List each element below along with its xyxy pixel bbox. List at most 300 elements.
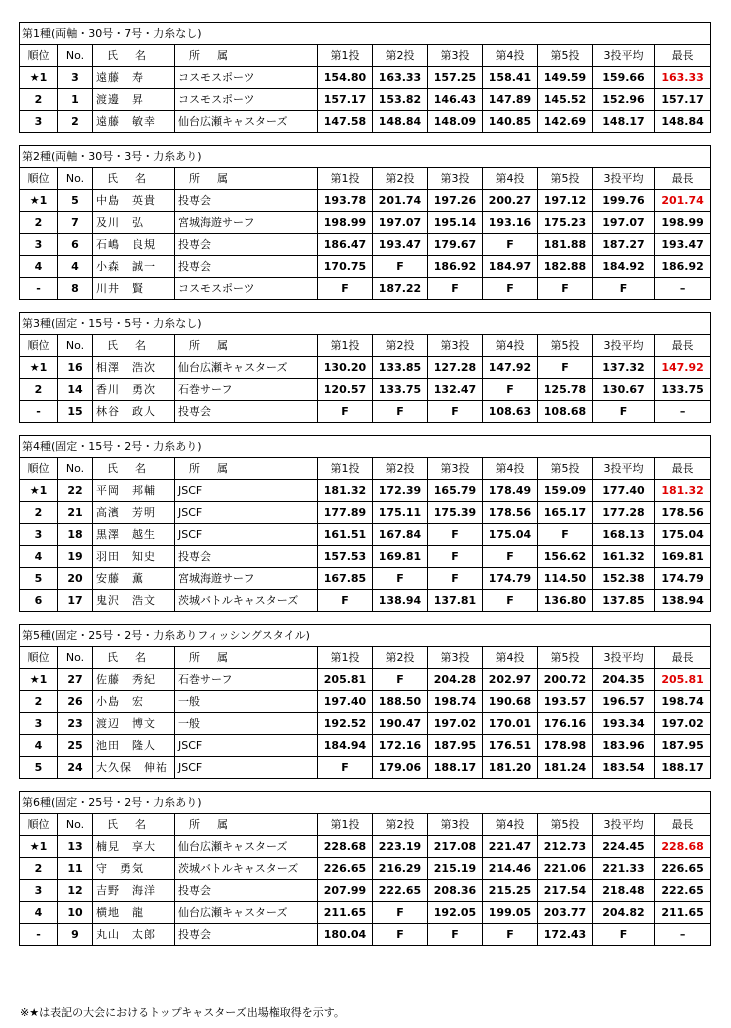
cell-club: 投専会 (175, 880, 318, 902)
cell-name: 丸山 太郎 (93, 924, 175, 946)
cell-no: 1 (58, 89, 93, 111)
cell-throw-2: F (373, 669, 428, 691)
header-club: 所 属 (175, 168, 318, 190)
table-row (20, 89, 711, 111)
cell-three-throw-average: 193.34 (593, 713, 655, 735)
cell-throw-2: 175.11 (373, 502, 428, 524)
cell-name: 小森 誠一 (93, 256, 175, 278)
header-throw-4: 第4投 (483, 647, 538, 669)
cell-throw-2: 163.33 (373, 67, 428, 89)
cell-throw-2: 179.06 (373, 757, 428, 779)
cell-three-throw-average: 177.40 (593, 480, 655, 502)
header-row (20, 814, 711, 836)
cell-no: 10 (58, 902, 93, 924)
cell-rank: 6 (20, 590, 58, 612)
header-rank: 順位 (20, 647, 58, 669)
cell-throw-5: 142.69 (538, 111, 593, 133)
cell-throw-3: 187.95 (428, 735, 483, 757)
cell-name: 楠見 享大 (93, 836, 175, 858)
header-club: 所 属 (175, 45, 318, 67)
cell-throw-3: 208.36 (428, 880, 483, 902)
cell-throw-5: 114.50 (538, 568, 593, 590)
cell-throw-5: 221.06 (538, 858, 593, 880)
cell-throw-5: 181.24 (538, 757, 593, 779)
cell-rank: 4 (20, 902, 58, 924)
cell-throw-5: 200.72 (538, 669, 593, 691)
results-table (19, 22, 711, 133)
cell-rank: ★1 (20, 669, 58, 691)
cell-name: 羽田 知史 (93, 546, 175, 568)
cell-rank: 2 (20, 502, 58, 524)
header-throw-5: 第5投 (538, 335, 593, 357)
cell-throw-3: 197.26 (428, 190, 483, 212)
cell-throw-1: 154.80 (318, 67, 373, 89)
cell-best: 138.94 (655, 590, 711, 612)
header-rank: 順位 (20, 335, 58, 357)
cell-rank: ★1 (20, 190, 58, 212)
cell-throw-3: 215.19 (428, 858, 483, 880)
cell-club: 投専会 (175, 234, 318, 256)
cell-throw-4: F (483, 379, 538, 401)
cell-club: 投専会 (175, 401, 318, 423)
cell-best: 181.32 (655, 480, 711, 502)
cell-name: 石嶋 良規 (93, 234, 175, 256)
event-title-row (20, 792, 711, 814)
header-rank: 順位 (20, 814, 58, 836)
cell-three-throw-average: 218.48 (593, 880, 655, 902)
cell-throw-4: 199.05 (483, 902, 538, 924)
cell-best: – (655, 401, 711, 423)
cell-three-throw-average: 152.96 (593, 89, 655, 111)
cell-throw-3: 132.47 (428, 379, 483, 401)
table-row (20, 902, 711, 924)
cell-best: 169.81 (655, 546, 711, 568)
table-row (20, 502, 711, 524)
cell-three-throw-average: 221.33 (593, 858, 655, 880)
table-row (20, 590, 711, 612)
cell-throw-1: 180.04 (318, 924, 373, 946)
cell-best: 178.56 (655, 502, 711, 524)
cell-throw-2: F (373, 256, 428, 278)
cell-no: 26 (58, 691, 93, 713)
header-throw-2: 第2投 (373, 168, 428, 190)
header-throw-5: 第5投 (538, 168, 593, 190)
event-section-3 (19, 312, 710, 423)
cell-throw-1: F (318, 401, 373, 423)
cell-throw-4: F (483, 924, 538, 946)
cell-club: 投専会 (175, 190, 318, 212)
cell-no: 17 (58, 590, 93, 612)
cell-throw-4: 221.47 (483, 836, 538, 858)
cell-throw-4: 147.92 (483, 357, 538, 379)
cell-name: 鬼沢 浩文 (93, 590, 175, 612)
cell-throw-4: 158.41 (483, 67, 538, 89)
cell-club: 投専会 (175, 546, 318, 568)
cell-throw-1: 197.40 (318, 691, 373, 713)
cell-throw-5: 108.68 (538, 401, 593, 423)
header-throw-5: 第5投 (538, 458, 593, 480)
cell-throw-5: 175.23 (538, 212, 593, 234)
event-section-6 (19, 791, 710, 946)
cell-rank: 4 (20, 546, 58, 568)
cell-best: 205.81 (655, 669, 711, 691)
cell-rank: 2 (20, 212, 58, 234)
cell-best: 174.79 (655, 568, 711, 590)
cell-throw-3: 175.39 (428, 502, 483, 524)
cell-no: 6 (58, 234, 93, 256)
cell-throw-4: 202.97 (483, 669, 538, 691)
cell-name: 守 勇気 (93, 858, 175, 880)
cell-name: 中島 英貴 (93, 190, 175, 212)
cell-club: 投専会 (175, 924, 318, 946)
cell-throw-2: 153.82 (373, 89, 428, 111)
cell-three-throw-average: 130.67 (593, 379, 655, 401)
cell-rank: 3 (20, 713, 58, 735)
header-club: 所 属 (175, 647, 318, 669)
cell-three-throw-average: 187.27 (593, 234, 655, 256)
cell-no: 22 (58, 480, 93, 502)
cell-rank: 4 (20, 735, 58, 757)
cell-name: 遠藤 敏幸 (93, 111, 175, 133)
cell-throw-5: F (538, 278, 593, 300)
cell-throw-3: 197.02 (428, 713, 483, 735)
header-throw-5: 第5投 (538, 647, 593, 669)
cell-throw-1: F (318, 590, 373, 612)
event-title: 第1種(両軸・30号・7号・力糸なし) (20, 23, 711, 45)
table-row-winner (20, 190, 711, 212)
cell-no: 3 (58, 67, 93, 89)
table-row (20, 212, 711, 234)
cell-club: 投専会 (175, 256, 318, 278)
cell-throw-4: 215.25 (483, 880, 538, 902)
cell-club: 茨城バトルキャスターズ (175, 858, 318, 880)
cell-throw-3: 146.43 (428, 89, 483, 111)
cell-throw-5: 212.73 (538, 836, 593, 858)
header-club: 所 属 (175, 814, 318, 836)
cell-throw-5: 193.57 (538, 691, 593, 713)
cell-three-throw-average: F (593, 924, 655, 946)
table-row (20, 234, 711, 256)
cell-throw-1: 147.58 (318, 111, 373, 133)
table-row (20, 568, 711, 590)
cell-throw-2: F (373, 568, 428, 590)
cell-name: 川井 賢 (93, 278, 175, 300)
header-three-throw-average: 3投平均 (593, 647, 655, 669)
cell-throw-4: 178.49 (483, 480, 538, 502)
cell-rank: 5 (20, 757, 58, 779)
cell-three-throw-average: 183.96 (593, 735, 655, 757)
cell-no: 12 (58, 880, 93, 902)
cell-name: 渡辺 博文 (93, 713, 175, 735)
cell-best: 222.65 (655, 880, 711, 902)
cell-throw-3: 137.81 (428, 590, 483, 612)
cell-throw-1: 193.78 (318, 190, 373, 212)
cell-rank: 2 (20, 858, 58, 880)
cell-three-throw-average: 199.76 (593, 190, 655, 212)
table-row (20, 401, 711, 423)
header-name: 氏 名 (93, 458, 175, 480)
table-row (20, 858, 711, 880)
cell-rank: 2 (20, 379, 58, 401)
header-throw-1: 第1投 (318, 647, 373, 669)
cell-throw-5: F (538, 357, 593, 379)
cell-throw-3: 192.05 (428, 902, 483, 924)
cell-name: 高濱 芳明 (93, 502, 175, 524)
cell-best: 201.74 (655, 190, 711, 212)
cell-three-throw-average: 204.82 (593, 902, 655, 924)
table-row (20, 713, 711, 735)
table-row-winner (20, 480, 711, 502)
cell-club: 一般 (175, 691, 318, 713)
cell-three-throw-average: 168.13 (593, 524, 655, 546)
header-three-throw-average: 3投平均 (593, 814, 655, 836)
header-three-throw-average: 3投平均 (593, 168, 655, 190)
cell-club: 仙台広瀬キャスターズ (175, 902, 318, 924)
header-throw-4: 第4投 (483, 458, 538, 480)
cell-rank: ★1 (20, 480, 58, 502)
event-title-row (20, 23, 711, 45)
header-throw-3: 第3投 (428, 458, 483, 480)
cell-throw-2: 172.39 (373, 480, 428, 502)
cell-throw-1: 198.99 (318, 212, 373, 234)
cell-throw-3: 188.17 (428, 757, 483, 779)
header-throw-4: 第4投 (483, 335, 538, 357)
cell-throw-2: 216.29 (373, 858, 428, 880)
header-row (20, 45, 711, 67)
header-row (20, 647, 711, 669)
cell-throw-1: 226.65 (318, 858, 373, 880)
event-section-2 (19, 145, 710, 300)
cell-throw-1: 211.65 (318, 902, 373, 924)
cell-name: 安藤 薫 (93, 568, 175, 590)
cell-throw-2: 187.22 (373, 278, 428, 300)
cell-no: 7 (58, 212, 93, 234)
cell-throw-2: 201.74 (373, 190, 428, 212)
table-row-winner (20, 67, 711, 89)
header-throw-1: 第1投 (318, 814, 373, 836)
header-throw-3: 第3投 (428, 814, 483, 836)
results-table (19, 312, 711, 423)
header-row (20, 458, 711, 480)
cell-club: 一般 (175, 713, 318, 735)
cell-throw-1: 184.94 (318, 735, 373, 757)
header-three-throw-average: 3投平均 (593, 458, 655, 480)
cell-club: JSCF (175, 757, 318, 779)
header-row (20, 335, 711, 357)
cell-throw-3: 198.74 (428, 691, 483, 713)
cell-club: 仙台広瀬キャスターズ (175, 836, 318, 858)
header-throw-2: 第2投 (373, 814, 428, 836)
cell-throw-4: 200.27 (483, 190, 538, 212)
cell-no: 14 (58, 379, 93, 401)
cell-throw-2: F (373, 924, 428, 946)
cell-rank: 3 (20, 234, 58, 256)
header-throw-1: 第1投 (318, 168, 373, 190)
header-best: 最長 (655, 335, 711, 357)
header-throw-4: 第4投 (483, 168, 538, 190)
cell-three-throw-average: 183.54 (593, 757, 655, 779)
cell-rank: 5 (20, 568, 58, 590)
cell-no: 15 (58, 401, 93, 423)
cell-throw-5: 178.98 (538, 735, 593, 757)
table-row-winner (20, 836, 711, 858)
cell-best: 147.92 (655, 357, 711, 379)
cell-throw-5: 176.16 (538, 713, 593, 735)
event-section-4 (19, 435, 710, 612)
header-throw-1: 第1投 (318, 458, 373, 480)
event-title: 第6種(固定・25号・2号・力糸あり) (20, 792, 711, 814)
cell-three-throw-average: 159.66 (593, 67, 655, 89)
header-rank: 順位 (20, 168, 58, 190)
cell-throw-1: 205.81 (318, 669, 373, 691)
cell-throw-3: F (428, 278, 483, 300)
header-name: 氏 名 (93, 45, 175, 67)
cell-throw-2: 188.50 (373, 691, 428, 713)
cell-throw-2: 167.84 (373, 524, 428, 546)
cell-three-throw-average: F (593, 278, 655, 300)
cell-no: 11 (58, 858, 93, 880)
cell-three-throw-average: 184.92 (593, 256, 655, 278)
cell-throw-2: 133.75 (373, 379, 428, 401)
cell-throw-2: F (373, 902, 428, 924)
cell-throw-4: 174.79 (483, 568, 538, 590)
cell-best: 187.95 (655, 735, 711, 757)
cell-club: 石巻サーフ (175, 669, 318, 691)
header-throw-2: 第2投 (373, 335, 428, 357)
header-throw-2: 第2投 (373, 458, 428, 480)
cell-throw-4: 176.51 (483, 735, 538, 757)
cell-throw-3: 165.79 (428, 480, 483, 502)
cell-best: 193.47 (655, 234, 711, 256)
cell-throw-2: 223.19 (373, 836, 428, 858)
table-row (20, 524, 711, 546)
cell-rank: 4 (20, 256, 58, 278)
cell-throw-4: 190.68 (483, 691, 538, 713)
cell-club: JSCF (175, 735, 318, 757)
cell-best: – (655, 278, 711, 300)
cell-best: – (655, 924, 711, 946)
cell-rank: 3 (20, 524, 58, 546)
table-row (20, 924, 711, 946)
cell-three-throw-average: 177.28 (593, 502, 655, 524)
cell-throw-1: 177.89 (318, 502, 373, 524)
event-title-row (20, 436, 711, 458)
cell-throw-1: F (318, 757, 373, 779)
cell-throw-1: 192.52 (318, 713, 373, 735)
cell-throw-4: 178.56 (483, 502, 538, 524)
header-club: 所 属 (175, 458, 318, 480)
cell-best: 211.65 (655, 902, 711, 924)
header-throw-5: 第5投 (538, 814, 593, 836)
cell-name: 黒澤 越生 (93, 524, 175, 546)
header-best: 最長 (655, 814, 711, 836)
header-three-throw-average: 3投平均 (593, 45, 655, 67)
cell-no: 21 (58, 502, 93, 524)
cell-best: 198.74 (655, 691, 711, 713)
cell-name: 佐藤 秀紀 (93, 669, 175, 691)
cell-throw-4: F (483, 546, 538, 568)
cell-throw-2: 197.07 (373, 212, 428, 234)
cell-best: 163.33 (655, 67, 711, 89)
cell-throw-4: F (483, 590, 538, 612)
header-throw-2: 第2投 (373, 45, 428, 67)
cell-throw-5: 182.88 (538, 256, 593, 278)
cell-throw-5: 149.59 (538, 67, 593, 89)
cell-throw-4: 147.89 (483, 89, 538, 111)
cell-best: 175.04 (655, 524, 711, 546)
header-best: 最長 (655, 458, 711, 480)
event-title: 第3種(固定・15号・5号・力糸なし) (20, 313, 711, 335)
cell-three-throw-average: 137.32 (593, 357, 655, 379)
cell-throw-4: F (483, 234, 538, 256)
cell-throw-1: 207.99 (318, 880, 373, 902)
cell-throw-3: 195.14 (428, 212, 483, 234)
event-title-row (20, 313, 711, 335)
cell-name: 小島 宏 (93, 691, 175, 713)
table-row (20, 546, 711, 568)
cell-rank: 2 (20, 89, 58, 111)
header-throw-3: 第3投 (428, 168, 483, 190)
cell-best: 133.75 (655, 379, 711, 401)
header-best: 最長 (655, 647, 711, 669)
cell-throw-1: 161.51 (318, 524, 373, 546)
header-no: No. (58, 335, 93, 357)
cell-throw-3: F (428, 924, 483, 946)
cell-club: 宮城海遊サーフ (175, 212, 318, 234)
header-no: No. (58, 45, 93, 67)
event-title-row (20, 625, 711, 647)
cell-no: 5 (58, 190, 93, 212)
cell-no: 18 (58, 524, 93, 546)
cell-throw-4: 170.01 (483, 713, 538, 735)
cell-rank: - (20, 278, 58, 300)
cell-rank: ★1 (20, 836, 58, 858)
cell-throw-1: 186.47 (318, 234, 373, 256)
cell-throw-5: 203.77 (538, 902, 593, 924)
header-no: No. (58, 168, 93, 190)
table-row (20, 256, 711, 278)
header-throw-4: 第4投 (483, 814, 538, 836)
results-table (19, 624, 711, 779)
header-throw-4: 第4投 (483, 45, 538, 67)
results-table (19, 435, 711, 612)
cell-best: 186.92 (655, 256, 711, 278)
cell-throw-5: 145.52 (538, 89, 593, 111)
header-three-throw-average: 3投平均 (593, 335, 655, 357)
header-rank: 順位 (20, 45, 58, 67)
header-best: 最長 (655, 45, 711, 67)
cell-throw-5: 156.62 (538, 546, 593, 568)
header-name: 氏 名 (93, 647, 175, 669)
header-name: 氏 名 (93, 335, 175, 357)
cell-three-throw-average: F (593, 401, 655, 423)
cell-rank: 3 (20, 880, 58, 902)
cell-name: 池田 隆人 (93, 735, 175, 757)
cell-club: コスモスポーツ (175, 67, 318, 89)
cell-throw-5: 217.54 (538, 880, 593, 902)
cell-club: 石巻サーフ (175, 379, 318, 401)
cell-rank: ★1 (20, 67, 58, 89)
cell-rank: 3 (20, 111, 58, 133)
cell-throw-5: 197.12 (538, 190, 593, 212)
cell-throw-4: 184.97 (483, 256, 538, 278)
header-name: 氏 名 (93, 814, 175, 836)
table-row (20, 735, 711, 757)
cell-throw-2: 138.94 (373, 590, 428, 612)
cell-throw-5: 172.43 (538, 924, 593, 946)
cell-throw-2: 169.81 (373, 546, 428, 568)
header-throw-1: 第1投 (318, 45, 373, 67)
